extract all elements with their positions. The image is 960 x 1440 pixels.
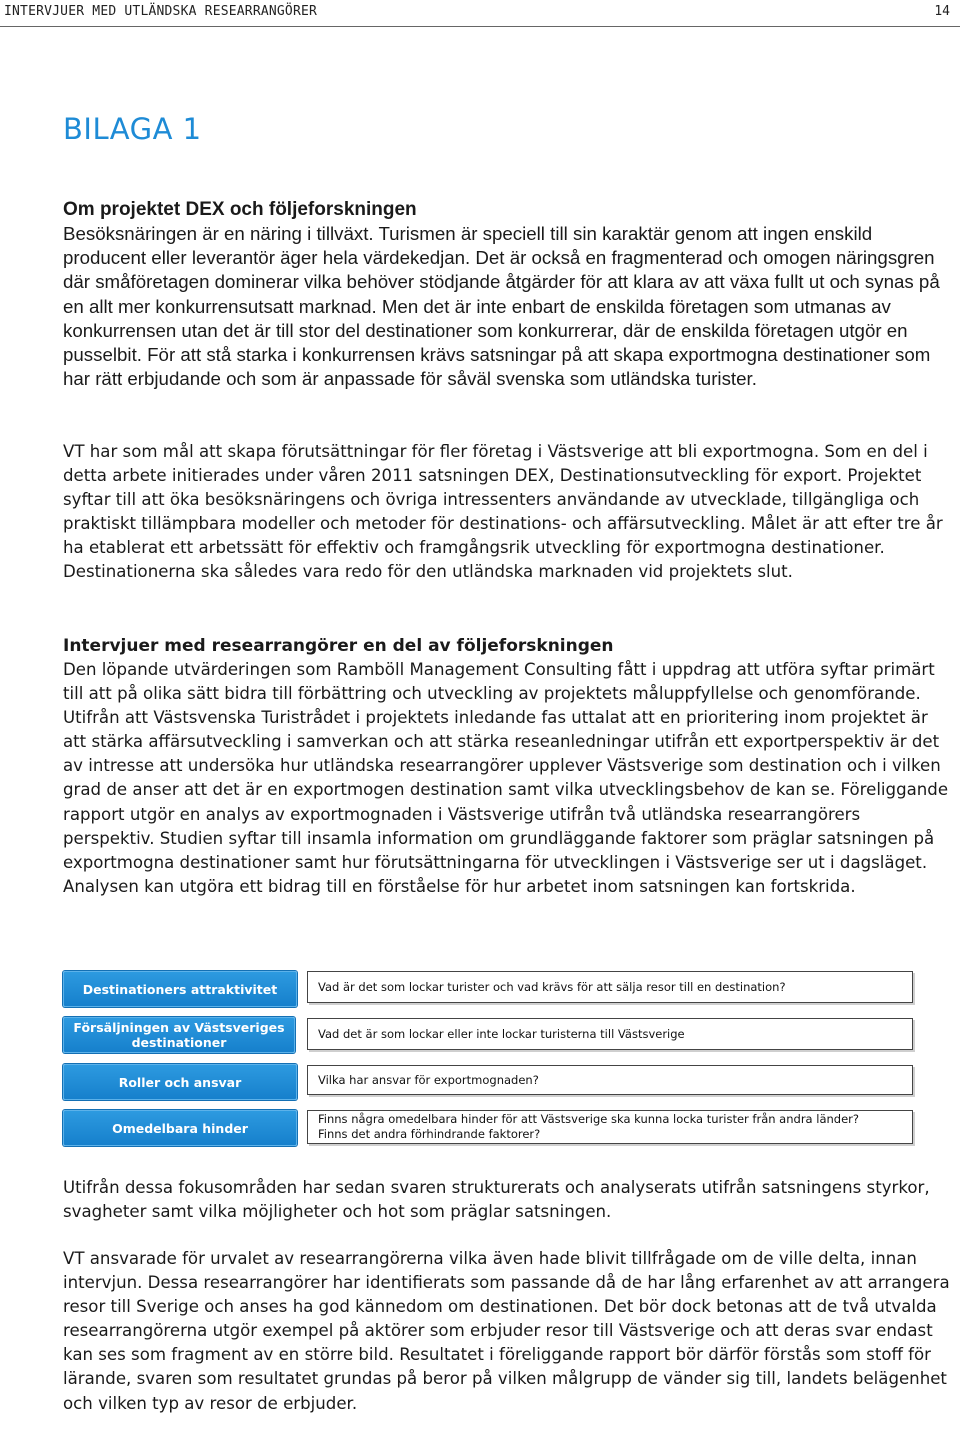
- focus-area-label: Roller och ansvar: [63, 1064, 297, 1100]
- section-vt-goal: [63, 440, 953, 585]
- paragraph: VT har som mål att skapa förutsättningar för fler företag i Västsverige att bli exportmogna. Som en del i detta arbete initierades under våren 2011 satsningen DEX, Destinationsutveckling för export. Projektet syftar till att öka besöksnäringens och övriga intressenters användande av utvecklade, tillgängliga och praktiskt tillämpbara modeller och metoder för destinations- och affärsutveckling. Målet är att efter tre år ha etablerat ett arbetssätt för effektiv och framgångsrik utveckling för exportmogna destinationer. Destinationerna ska således vara redo för den utländska marknaden vid projektets slut.: [63, 442, 943, 582]
- focus-area-label: Försäljningen av Västsveriges destinationer: [63, 1017, 295, 1053]
- page-header: [0, 0, 960, 27]
- page-number: 14: [934, 4, 950, 19]
- question-text: Finns några omedelbara hinder för att Västsverige ska kunna locka turister från andra länder? Finns det andra förhindrande faktorer?: [318, 1112, 859, 1141]
- question-text: Vad det är som lockar eller inte lockar turisterna till Västsverige: [318, 1026, 685, 1041]
- focus-area-question: [307, 1110, 913, 1144]
- section-heading: Intervjuer med researrangörer en del av följeforskningen: [63, 636, 614, 656]
- running-title: INTERVJUER MED UTLÄNDSKA RESEARRANGÖRER: [4, 4, 318, 19]
- section-project-dex: [63, 198, 953, 391]
- focus-area-label: Destinationers attraktivitet: [63, 971, 297, 1007]
- focus-areas-diagram: [63, 968, 917, 1148]
- section-closing-1: [63, 1176, 953, 1224]
- question-text: Vad är det som lockar turister och vad krävs för att sälja resor till en destination?: [318, 979, 786, 994]
- paragraph: Utifrån dessa fokusområden har sedan svaren strukturerats och analyserats utifrån satsningens styrkor, svagheter samt vilka möjligheter och hot som präglar satsningen.: [63, 1178, 930, 1222]
- paragraph: Den löpande utvärderingen som Ramböll Management Consulting fått i uppdrag att utföra syftar primärt till att på olika sätt bidra till förbättring och utveckling av projektets måluppfyllelse och genomförande. Utifrån att Västsvenska Turistrådet i projektets inledande fas uttalat att en prioritering inom projektet är att stärka affärsutveckling i samverkan och att stärka reseanledningar utifrån ett exportperspektiv är det av intresse att undersöka hur utländska researrangörer upplever Västsverige som destination och i vilken grad de anser att det är en exportmogen destination samt vilka utvecklingsbehov de kan se. Föreliggande rapport utgör en analys av exportmognaden i Västsverige utifrån två utländska researrangörers perspektiv. Studien syftar till insamla information om grundläggande faktorer som präglar satsningen på exportmogna destinationer samt hur förutsättningarna för utvecklingen i Västsverige ser ut i dagsläget. Analysen kan utgöra ett bidrag till en förståelse för hur arbetet inom satsningen kan fortskrida.: [63, 660, 949, 896]
- paragraph: Besöksnäringen är en näring i tillväxt. Turismen är speciell till sin karaktär genom att ingen enskild producent eller leverantör äger hela värdekedjan. Det är också en fragmenterad och omogen näringsgren där småföretagen dominerar vilka behöver stödjande åtgärder för att klara av att växa fullt ut och synas på en allt mer konkurrensutsatt marknad. Men det är inte enbart de enskilda företagen som utmanas av konkurrensen utan det är till stor del destinationer som konkurrerar, där de enskilda företagen utgör en pusselbit. För att stå starka i konkurrensen krävs satsningar på att skapa exportmogna destinationer som har rätt erbjudande och som är anpassade för såväl svenska som utländska turister.: [63, 223, 940, 390]
- focus-area-question: [307, 1065, 913, 1095]
- focus-area-question: [307, 1018, 913, 1050]
- question-text: Vilka har ansvar för exportmognaden?: [318, 1072, 539, 1087]
- paragraph: VT ansvarade för urvalet av researrangörerna vilka även hade blivit tillfrågade om de ville delta, innan intervjun. Dessa researrangörer har identifierats som passande då de har lång erfarenhet av att arrangera resor till Sverige och anses ha god kännedom om destinationen. Det bör dock betonas att de två utvalda researrangörerna utgör exempel på aktörer som erbjuder resor till Västsverige och att deras svar endast kan ses som fragment av en större bild. Resultatet i föreliggande rapport bör därför förstås som stoff för lärande, svaren som resultatet grundas på beror på vilken målgrupp de vänder sig till, landets belägenhet och vilken typ av resor de erbjuder.: [63, 1249, 950, 1413]
- section-heading: Om projektet DEX och följeforskningen: [63, 199, 417, 220]
- section-interviews: [63, 634, 953, 899]
- appendix-title: BILAGA 1: [63, 112, 202, 146]
- focus-area-label: Omedelbara hinder: [63, 1110, 297, 1146]
- section-closing-2: [63, 1247, 953, 1416]
- focus-area-question: [307, 971, 913, 1003]
